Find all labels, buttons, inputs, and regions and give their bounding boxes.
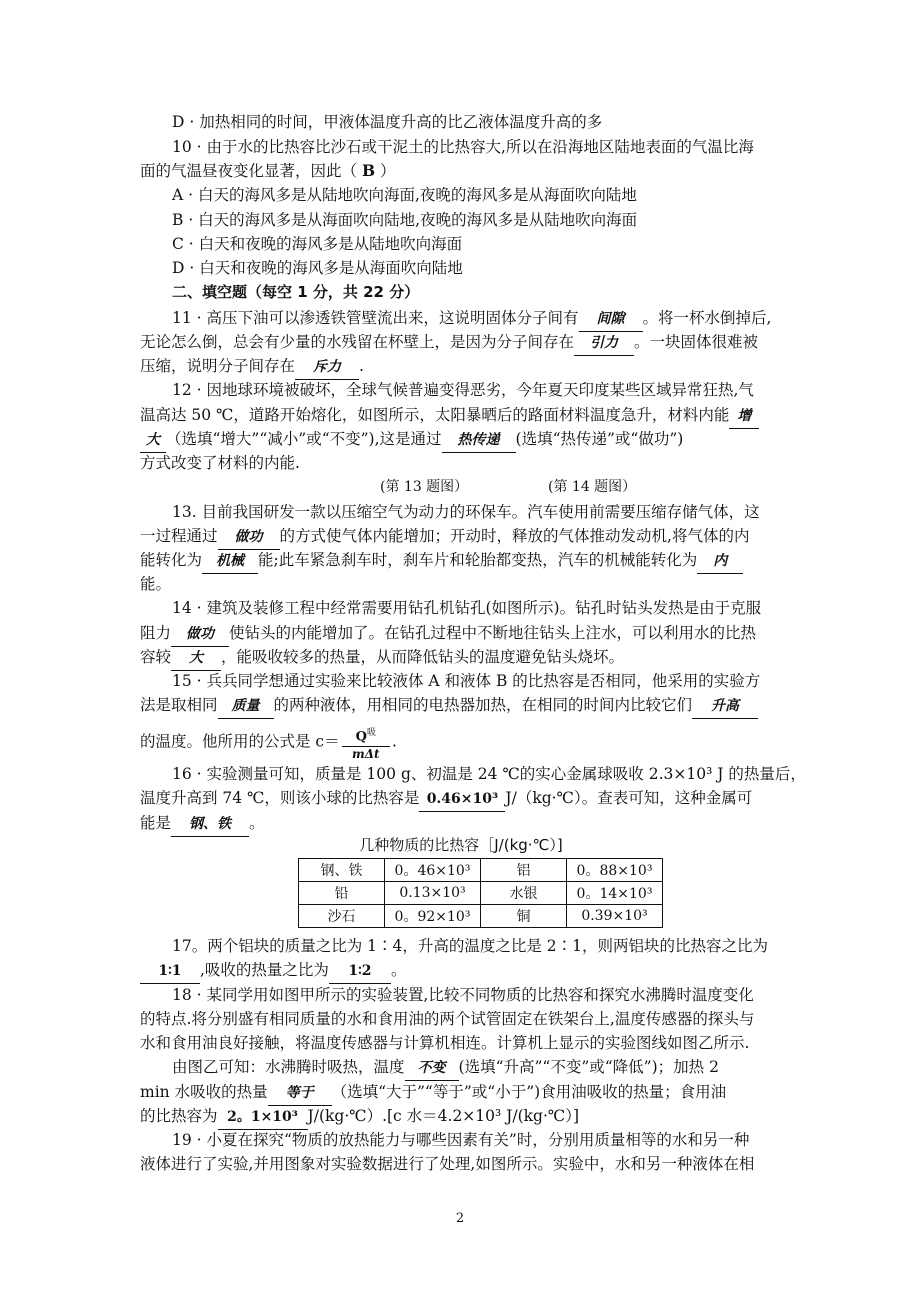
specific-heat-formula: $\frac{Q^吸}{\text{mΔt}}$	[342, 724, 390, 761]
q15-answer-2: 升高	[692, 694, 758, 719]
q12-line-1: 12 · 因地球环境被破坏，全球气候普遍变得恶劣，今年夏天印度某些区域异常狂热,气	[172, 381, 754, 399]
section-title-fill-blank: 二、填空题（每空 1 分，共 22 分）	[172, 283, 420, 301]
q13-answer-1: 做功	[218, 525, 280, 550]
q16-line-2: 温度升高到 74 ℃，则该小球的比热容是 0.46×10³ J/（kg·℃）。查表可知，这种金属可	[140, 786, 782, 812]
q14-line-3: 容较 大 ，能吸收较多的热量，从而降低钻头的温度避免钻头烧坏。	[140, 645, 782, 671]
table-cell: 钢、铁	[299, 859, 385, 882]
table-cell: 铜	[481, 905, 567, 928]
q9-option-d: D · 加热相同的时间，甲液体温度升高的比乙液体温度升高的多	[172, 113, 603, 131]
q16-answer-2: 钢、铁	[171, 812, 249, 837]
q12-answer-2: 热传递	[442, 428, 516, 453]
q18-answer-2: 等于	[268, 1081, 332, 1106]
q12-answer-1b: 大	[140, 428, 166, 453]
q12-answer-1a: 增	[729, 404, 759, 429]
specific-heat-table	[298, 858, 663, 928]
q13-line-3: 能转化为 机械 能;此车紧急刹车时，刹车片和轮胎都变热，汽车的机械能转化为 内	[140, 548, 782, 574]
q15-answer-1: 质量	[218, 694, 274, 719]
q15-line-2: 法是取相同 质量 的两种液体，用相同的电热器加热，在相同的时间内比较它们 升高	[140, 693, 782, 719]
q13-answer-2: 机械	[202, 549, 258, 574]
q14-answer-2: 大	[171, 646, 221, 671]
table-cell: 0。14×10³	[567, 882, 663, 905]
table-cell: 0.39×10³	[567, 905, 663, 928]
q11-answer-1: 间隙	[579, 307, 643, 332]
q16-line-1: 16 · 实验测量可知，质量是 100 g、初温是 24 ℃的实心金属球吸收 2.3×10³ J 的热量后，	[172, 765, 806, 783]
table-cell: 0。88×10³	[567, 859, 663, 882]
table-caption: 几种物质的比热容［J/(kg·℃）]	[359, 836, 563, 854]
table-cell: 铝	[481, 859, 567, 882]
table-row	[299, 905, 663, 928]
q14-line-2: 阻力 做功 使钻头的内能增加了。在钻孔过程中不断地往钻头上注水，可以利用水的比热	[140, 621, 782, 647]
q10-option-a: A · 白天的海风多是从陆地吹向海面,夜晚的海风多是从海面吹向陆地	[172, 186, 637, 204]
figure-14-caption: (第 14 题图）	[548, 479, 637, 495]
q10-option-b: B · 白天的海风多是从海面吹向陆地,夜晚的海风多是从陆地吹向海面	[172, 211, 638, 229]
q11-line-1: 11 · 高压下油可以渗透铁管壁流出来，这说明固体分子间有 间隙 。将一杯水倒掉后,	[172, 306, 782, 332]
table-cell: 铅	[299, 882, 385, 905]
q11-line-3: 压缩，说明分子间存在 斥力 .	[140, 354, 782, 380]
q18-line-1: 18 · 某同学用如图甲所示的实验装置,比较不同物质的比热容和探究水沸腾时温度变化	[172, 986, 754, 1004]
q10-line-2: 面的气温昼夜变化显著，因此（ B ）	[140, 161, 396, 180]
q17-line-1: 17。两个铝块的质量之比为 1∶4，升高的温度之比是 2∶1，则两铝块的比热容之比为	[172, 937, 769, 955]
q16-line-3: 能是 钢、铁 。	[140, 811, 782, 837]
page-number: 2	[455, 1211, 465, 1226]
q11-answer-2: 引力	[574, 331, 634, 356]
q13-answer-3: 内	[697, 549, 743, 574]
q18-line-2: 的特点.将分别盛有相同质量的水和食用油的两个试管固定在铁架台上,温度传感器的探头与	[140, 1010, 755, 1028]
table-row	[299, 859, 663, 882]
q11-line-2: 无论怎么倒，总会有少量的水残留在杯壁上，是因为分子间存在 引力 。一块固体很难被	[140, 330, 782, 356]
table-cell: 沙石	[299, 905, 385, 928]
q15-line-3: 的温度。他所用的公式是 c＝ $\frac{Q^吸}{\text{mΔt}}$ .	[140, 724, 782, 760]
q13-line-2: 一过程通过 做功 的方式使气体内能增加；开动时，释放的气体推动发动机,将气体的内	[140, 524, 782, 550]
q14-line-1: 14 · 建筑及装修工程中经常需要用钻孔机钻孔(如图所示)。钻孔时钻头发热是由于克服	[172, 599, 762, 617]
q17-answer-1: 1∶1	[140, 959, 200, 984]
q12-line-4: 方式改变了材料的内能.	[140, 454, 300, 472]
table-cell: 0.13×10³	[385, 882, 481, 905]
q12-line-3: 大 （选填“增大”“减小”或“不变”),这是通过 热传递 (选填“热传递”或“做功”)	[140, 427, 782, 453]
q18-answer-1: 不变	[405, 1056, 459, 1081]
figure-13-caption: (第 13 题图）	[380, 479, 469, 495]
q12-line-2: 温高达 50 ℃，道路开始熔化，如图所示，太阳暴晒后的路面材料温度急升，材料内能 增	[140, 403, 782, 429]
q18-line-3: 水和食用油良好接触，将温度传感器与计算机相连。计算机上显示的实验图线如图乙所示.	[140, 1034, 750, 1052]
q19-line-2: 液体进行了实验,并用图象对实验数据进行了处理,如图所示。实验中，水和另一种液体在相	[140, 1155, 755, 1173]
q19-line-1: 19 · 小夏在探究“物质的放热能力与哪些因素有关”时，分别用质量相等的水和另一种	[172, 1131, 750, 1149]
q17-answer-2: 1∶2	[329, 959, 391, 984]
q10-answer: B	[361, 161, 376, 180]
q16-answer-1: 0.46×10³	[419, 787, 505, 812]
q10-line-1: 10 · 由于水的比热容比沙石或干泥土的比热容大,所以在沿海地区陆地表面的气温比海	[172, 138, 754, 156]
q10-option-c: C · 白天和夜晚的海风多是从陆地吹向海面	[172, 235, 463, 253]
q18-line-6: 的比热容为 2。1×10³ J/(kg·℃）.[c 水＝4.2×10³ J/(kg·℃）]	[140, 1104, 782, 1130]
table-row	[299, 882, 663, 905]
q15-line-1: 15 · 兵兵同学想通过实验来比较液体 A 和液体 B 的比热容是否相同，他采用的实验方	[172, 672, 761, 690]
q18-answer-3: 2。1×10³	[218, 1105, 308, 1130]
q11-answer-3: 斥力	[295, 355, 359, 380]
q17-line-2: 1∶1 ,吸收的热量之比为 1∶2 。	[140, 958, 782, 984]
q13-line-1: 13. 目前我国研发一款以压缩空气为动力的环保车。汽车使用前需要压缩存储气体，这	[172, 503, 760, 521]
table-cell: 0。92×10³	[385, 905, 481, 928]
q13-line-4: 能。	[140, 575, 172, 593]
q10-option-d: D · 白天和夜晚的海风多是从海面吹向陆地	[172, 259, 463, 277]
q18-line-4: 由图乙可知：水沸腾时吸热，温度 不变 (选填“升高”“不变”或“降低”)；加热 2	[172, 1055, 782, 1081]
q18-line-5: min 水吸收的热量 等于 （选填“大于”“等于”或“小于”)食用油吸收的热量；食用油	[140, 1080, 782, 1106]
q14-answer-1: 做功	[171, 622, 229, 647]
table-cell: 水银	[481, 882, 567, 905]
table-cell: 0。46×10³	[385, 859, 481, 882]
